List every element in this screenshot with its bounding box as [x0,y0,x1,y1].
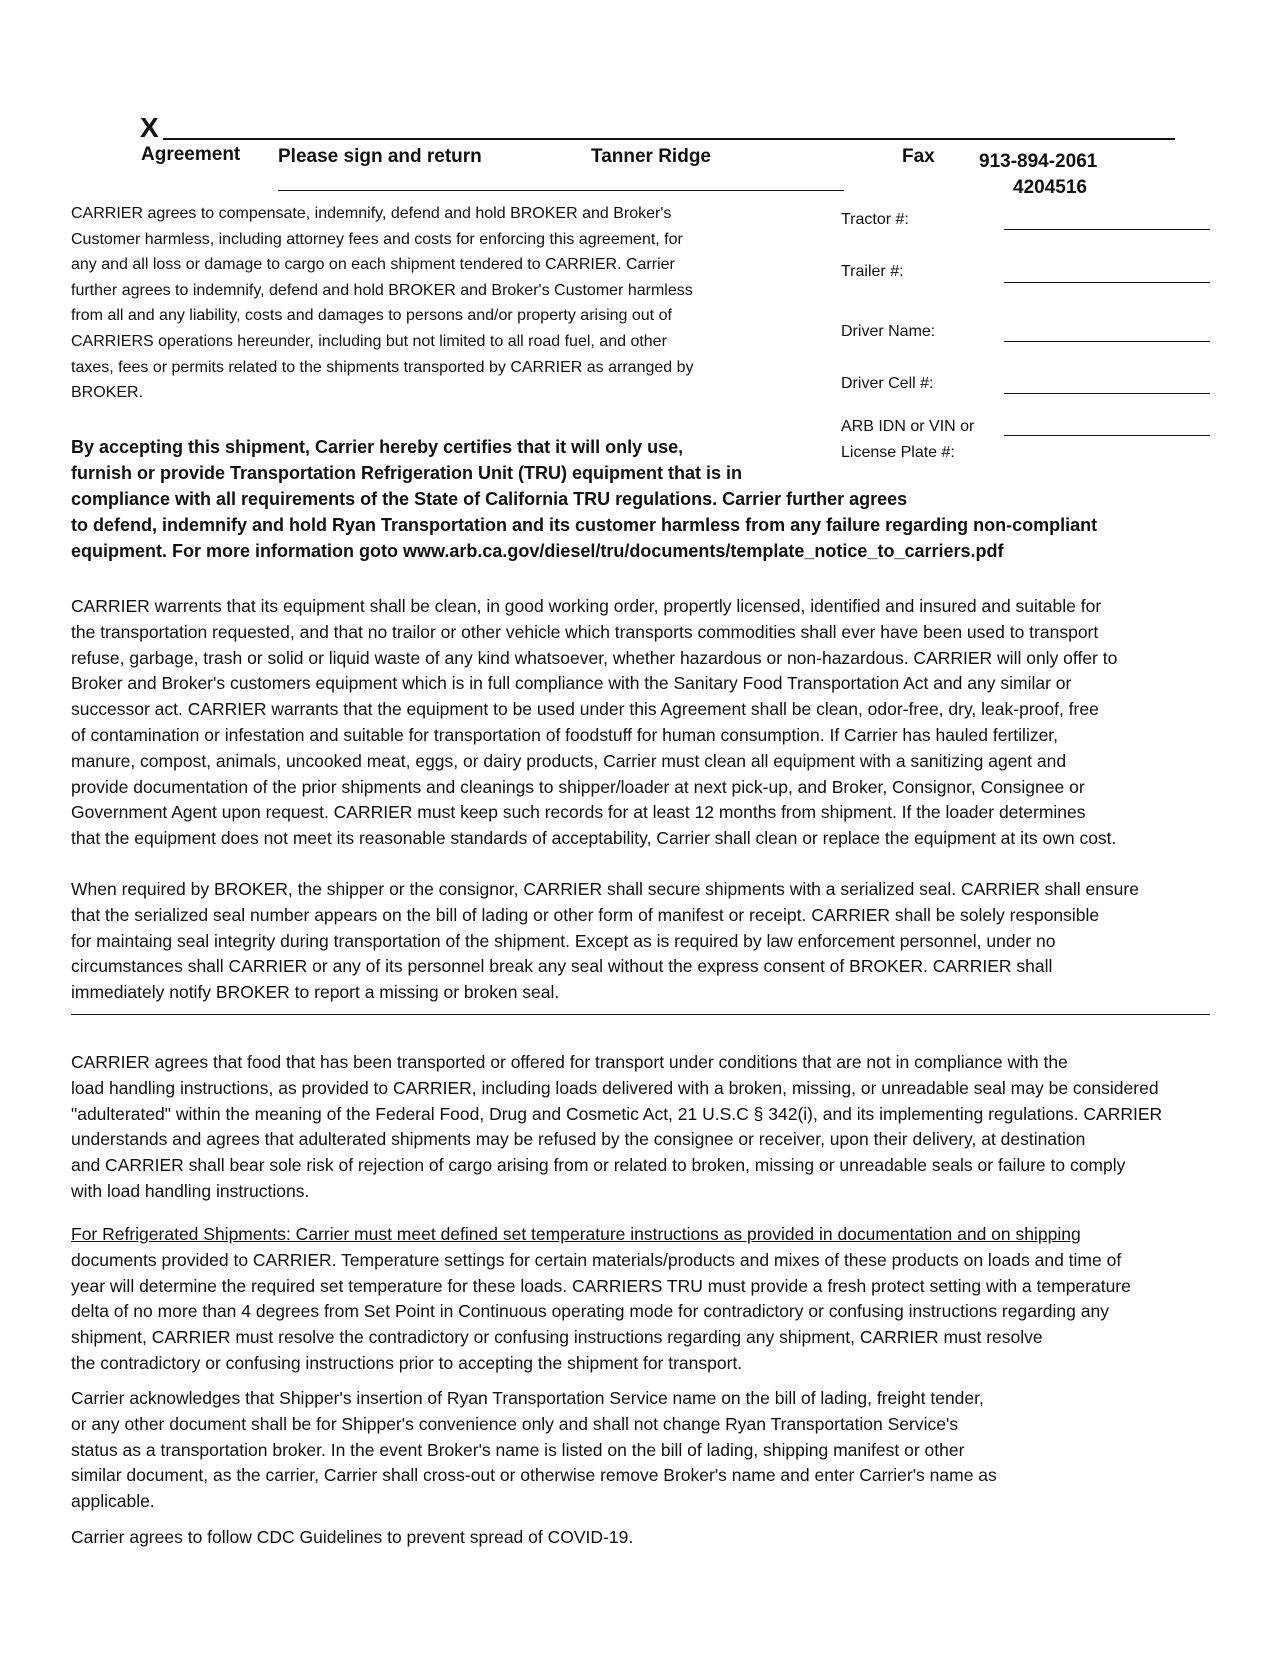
text-line: taxes, fees or permits related to the shipments transported by CARRIER as arranged by [71,358,694,376]
text-line: similar document, as the carrier, Carrier shall cross-out or otherwise remove Broker's name and enter Carrier's name as [71,1465,997,1486]
text-line: applicable. [71,1491,155,1512]
text-line: further agrees to indemnify, defend and hold BROKER and Broker's Customer harmless [71,281,693,299]
text-line: documents provided to CARRIER. Temperature settings for certain materials/products and mixes of these products on loads and time of [71,1249,1122,1270]
text-line: the contradictory or confusing instructions prior to accepting the shipment for transport. [71,1352,743,1373]
tru-certification-paragraph [71,434,1097,564]
text-line: status as a transportation broker. In the event Broker's name is listed on the bill of lading, shipping manifest or other [71,1439,965,1460]
text-line: BROKER. [71,384,144,402]
arb-label-line2: License Plate #: [841,444,955,461]
text-line: compliance with all requirements of the State of California TRU regulations. Carrier further agrees [71,489,908,509]
text-line: CARRIER agrees to compensate, indemnify, defend and hold BROKER and Broker's [71,205,672,222]
text-line: CARRIER warrents that its equipment shall be clean, in good working order, propertly licensed, identified and insured and suitable for [71,596,1102,616]
refrigerated-heading: For Refrigerated Shipments: Carrier must meet defined set temperature instructions as provided in documentation and on shipping [71,1224,1081,1244]
driver-name-label: Driver Name: [841,323,936,340]
text-line: to defend, indemnify and hold Ryan Transportation and its customer harmless from any failure regarding non-compliant [71,515,1098,535]
text-line: refuse, garbage, trash or solid or liquid waste of any kind whatsoever, whether hazardous or non-hazardous. CARRIER will only offer to [71,647,1118,668]
trailer-field[interactable] [1004,282,1210,283]
seal-paragraph [71,877,1139,1006]
text-line: any and all loss or damage to cargo on each shipment tendered to CARRIER. Carrier [71,256,675,274]
text-line: with load handling instructions. [71,1180,310,1201]
arb-label-line1: ARB IDN or VIN or [841,418,975,435]
text-line: load handling instructions, as provided to CARRIER, including loads delivered with a broken, missing, or unreadable seal may be considered [71,1077,1159,1098]
tractor-label: Tractor #: [841,211,909,228]
refrigerated-paragraph [71,1222,1131,1377]
text-line: equipment. For more information goto www.arb.ca.gov/diesel/tru/documents/template_notice_to_carriers.pdf [71,541,1004,561]
indemnity-paragraph [71,201,771,406]
text-line: understands and agrees that adulterated shipments may be refused by the consignee or receiver, upon their delivery, at destination [71,1129,1086,1150]
text-line: and CARRIER shall bear sole risk of rejection of cargo arising from or related to broken, missing or unreadable seals or failure to comply [71,1155,1126,1176]
text-line: When required by BROKER, the shipper or the consignor, CARRIER shall secure shipments with a serialized seal. CARRIER shall ensure [71,879,1139,899]
text-line: delta of no more than 4 degrees from Set Point in Continuous operating mode for contradictory or confusing instructions regarding any [71,1301,1109,1322]
company-name: Tanner Ridge [591,146,711,167]
equipment-paragraph [71,594,1117,852]
text-line: Government Agent upon request. CARRIER must keep such records for at least 12 months from shipment. If the loader determines [71,802,1086,823]
text-line: Broker and Broker's customers equipment which is in full compliance with the Sanitary Food Transportation Act and any similar or [71,673,1072,694]
text-line: furnish or provide Transportation Refrigeration Unit (TRU) equipment that is in [71,463,743,483]
please-sign-label: Please sign and return [278,146,482,167]
text-line: Carrier agrees to follow CDC Guidelines to prevent spread of COVID-19. [71,1527,634,1547]
text-line: manure, compost, animals, uncooked meat, eggs, or dairy products, Carrier must clean all equipment with a sanitizing agent and [71,750,1067,771]
trailer-label: Trailer #: [841,263,904,280]
text-line: immediately notify BROKER to report a missing or broken seal. [71,982,560,1003]
text-line: "adulterated" within the meaning of the Federal Food, Drug and Cosmetic Act, 21 U.S.C § 342(i), and its implementing regulations. CARRIER [71,1103,1163,1124]
signature-x-mark: X [140,112,159,143]
broker-name-paragraph [71,1386,997,1515]
adulterated-paragraph [71,1050,1162,1205]
text-line: of contamination or infestation and suitable for transportation of foodstuff for human consumption. If Carrier has hauled fertilizer, [71,724,1059,745]
driver-name-field[interactable] [1004,341,1210,342]
text-line: shipment, CARRIER must resolve the contradictory or confusing instructions regarding any shipment, CARRIER must resolve [71,1327,1043,1348]
driver-cell-label: Driver Cell #: [841,375,934,392]
text-line: provide documentation of the prior shipments and cleanings to shipper/loader at next pick-up, and Broker, Consignor, Consignee or [71,776,1085,797]
text-line: for maintaing seal integrity during transportation of the shipment. Except as is required by law enforcement personnel, under no [71,930,1056,951]
text-line: that the equipment does not meet its reasonable standards of acceptability, Carrier shall clean or replace the equipment at its own cost. [71,828,1117,849]
text-line: successor act. CARRIER warrants that the equipment to be used under this Agreement shall be clean, odor-free, dry, leak-proof, free [71,699,1099,720]
text-line: or any other document shall be for Shipper's convenience only and shall not change Ryan Transportation Service's [71,1413,959,1434]
text-line: year will determine the required set temperature for these loads. CARRIERS TRU must provide a fresh protect setting with a temperature [71,1275,1131,1296]
text-line: circumstances shall CARRIER or any of its personnel break any seal without the express consent of BROKER. CARRIER shall [71,956,1053,977]
text-line: that the serialized seal number appears on the bill of lading or other form of manifest or receipt. CARRIER shall be solely responsible [71,904,1100,925]
signature-line[interactable] [163,138,1175,140]
fax-number: 913-894-2061 [979,151,1098,172]
text-line: CARRIER agrees that food that has been transported or offered for transport under conditions that are not in compliance with the [71,1052,1068,1072]
text-line: Carrier acknowledges that Shipper's insertion of Ryan Transportation Service name on the bill of lading, freight tender, [71,1388,984,1408]
header-underline [278,190,844,191]
fax-label: Fax [902,146,935,167]
text-line: the transportation requested, and that no trailor or other vehicle which transports commodities shall ever have been used to transport [71,621,1099,642]
section-divider [71,1014,1210,1015]
text-line: from all and any liability, costs and damages to persons and/or property arising out of [71,307,672,325]
driver-cell-field[interactable] [1004,393,1210,394]
tractor-field[interactable] [1004,229,1210,230]
agreement-label: Agreement [141,144,241,165]
text-line: By accepting this shipment, Carrier hereby certifies that it will only use, [71,437,684,457]
reference-number: 4204516 [1013,177,1087,198]
text-line: CARRIERS operations hereunder, including but not limited to all road fuel, and other [71,332,667,350]
covid-paragraph [71,1525,633,1551]
text-line: Customer harmless, including attorney fees and costs for enforcing this agreement, for [71,230,683,248]
